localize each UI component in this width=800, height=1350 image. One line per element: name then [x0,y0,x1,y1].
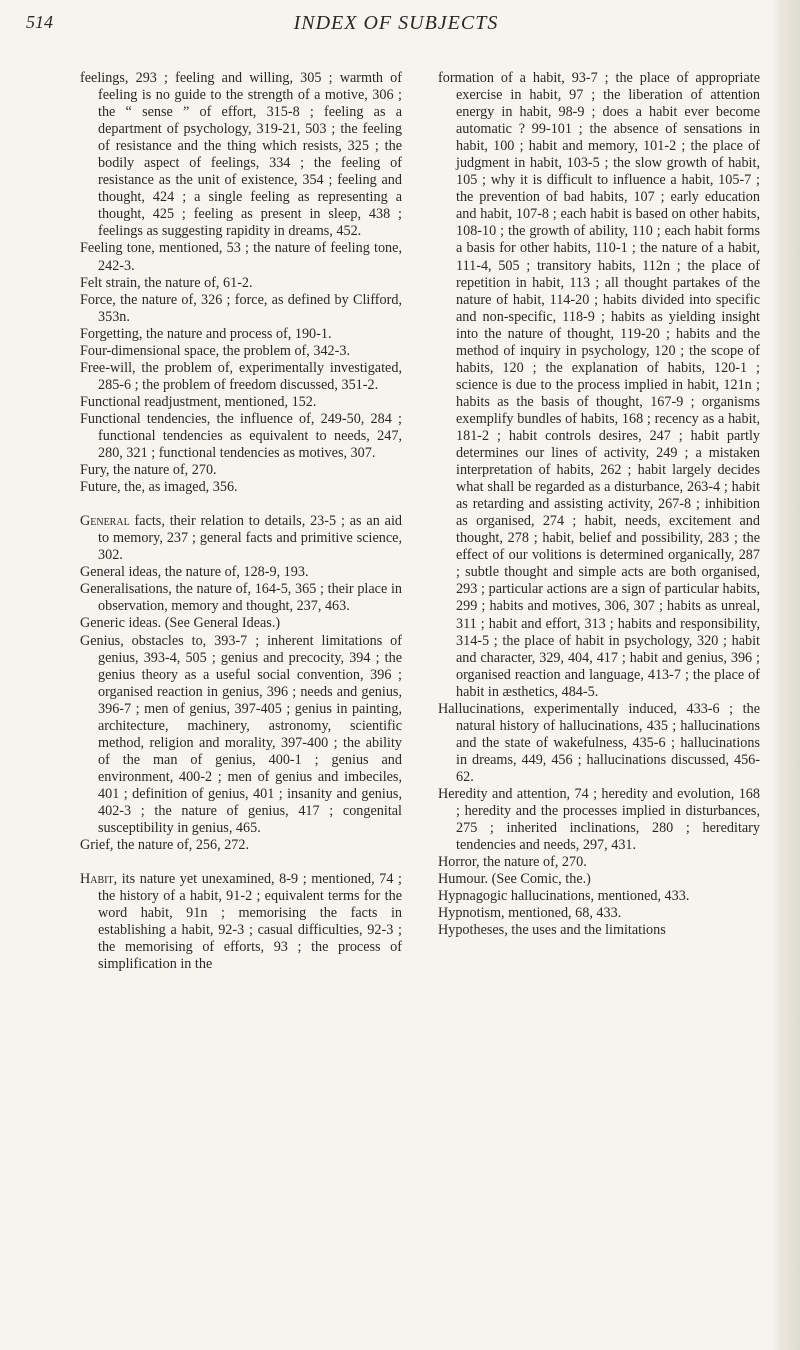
index-entry [438,701,760,786]
entry-text: Generic ideas. (See General Ideas.) [80,615,281,632]
index-entry [80,564,402,581]
right-column [438,70,760,1330]
page-edge-shadow [772,0,800,1350]
index-entry [438,905,760,922]
index-entry [80,326,402,343]
index-entry [438,786,760,854]
index-entry [80,581,402,615]
entry-text: Feeling tone, mentioned, 53 ; the nature of feeling tone, 242-3. [80,240,402,274]
index-entry [80,513,402,564]
index-entry [80,837,402,854]
running-title: INDEX OF SUBJECTS [293,12,499,34]
entry-text: Humour. (See Comic, the.) [438,871,591,888]
index-entry [80,343,402,360]
index-entry [80,871,402,973]
entry-text: Heredity and attention, 74 ; heredity and evolution, 168 ; heredity and the processes implied in disturbances, 275 ; inherited inclinations, 280 ; hereditary tendencies and needs, 297, 431. [438,785,760,854]
index-entry [80,462,402,479]
index-entry [80,411,402,462]
entry-text: Hypnotism, mentioned, 68, 433. [438,905,622,922]
index-entry [80,479,402,496]
index-entry [80,70,402,240]
index-entry [80,240,402,274]
index-entry [438,871,760,888]
entry-text: Hallucinations, experimentally induced, 433-6 ; the natural history of hallucinations, 435 ; hallucinations and the state of wakefulness, 435-6 ; hallucinations in dreams, 449, 456 ; hallucinations discussed, 456-62. [438,700,760,785]
entry-heading: Habit [80,871,114,888]
entry-text: Functional readjustment, mentioned, 152. [80,393,317,410]
index-entry [80,275,402,292]
index-entry [80,360,402,394]
entry-text: Fury, the nature of, 270. [80,462,217,479]
entry-text: Grief, the nature of, 256, 272. [80,837,250,854]
index-entry [438,922,760,939]
entry-text: Horror, the nature of, 270. [438,854,587,871]
entry-text: Genius, obstacles to, 393-7 ; inherent limitations of genius, 393-4, 505 ; genius and precocity, 394 ; the genius theory as a useful social convention, 396 ; organised reaction in genius, 396 ; needs and genius, 396-7 ; men of genius, 397-405 ; genius in painting, architecture, machinery, astronomy, scientific method, religion and morality, 397-400 ; the ability of the man of genius, 400-1 ; genius and environment, 400-2 ; men of genius and imbeciles, 401 ; definition of genius, 401 ; insanity and genius, 402-3 ; the nature of genius, 417 ; congenital susceptibility in genius, 465. [80,632,402,837]
index-entry [438,854,760,871]
entry-text: Generalisations, the nature of, 164-5, 365 ; their place in observation, memory and thought, 237, 463. [80,581,402,615]
index-columns [80,70,760,1330]
entry-text: Functional tendencies, the influence of, 249-50, 284 ; functional tendencies as equivalent to needs, 247, 280, 321 ; functional tendencies as motives, 307. [80,410,402,462]
index-entry [438,888,760,905]
entry-text: Forgetting, the nature and process of, 190-1. [80,325,332,342]
index-entry [80,633,402,838]
entry-heading: General [80,513,130,530]
index-entry [80,292,402,326]
entry-text: Four-dimensional space, the problem of, 342-3. [80,342,351,359]
entry-text: General ideas, the nature of, 128-9, 193. [80,564,309,581]
entry-text: formation of a habit, 93-7 ; the place of appropriate exercise in habit, 97 ; the liberation of attention energy in habit, 98-9 ; does a habit ever become automatic ? 99-101 ; the absence of sensations in habit, 100 ; habit and memory, 101-2 ; the place of judgment in habit, 103-5 ; the slow growth of habit, 105 ; why it is difficult to influence a habit, 105-7 ; the prevention of bad habits, 107 ; early education and habit, 107-8 ; each habit is based on other habits, 108-10 ; the growth of ability, 110 ; each habit forms a basis for other habits, 110-1 ; the nature of a habit, 111-4, 505 ; transitory habits, 112n ; the place of repetition in habit, 113 ; all thought partakes of the nature of habit, 114-20 ; habits divided into specific and non-specific, 118-9 ; habits as yielding insight into the nature of thought, 119-20 ; habits and the method of inquiry in psychology, 120 ; the scope of habits, 120 ; the explanation of habits, 120-1 ; science is due to the process implied in habit, 121n ; habits as the basis of thought, 167-9 ; organisms exemplify bundles of habits, 168 ; recency as a habit, 181-2 ; habit controls desires, 247 ; habit partly determines our lines of activity, 249 ; a mistaken interpretation of habits, 262 ; habit largely decides what shall be regarded as a disturbance, 263-4 ; habit as retarding and assisting activity, 267-8 ; inhibition as organised, 274 ; habit, needs, excitement and thought, 278 ; habit, belief and possibility, 283 ; the effect of our volitions is determined organically, 287 ; subtle thought and simple acts are both organised, 293 ; particular actions are a sign of particular habits, 299 ; habits and motives, 306, 307 ; habits as unreal, 311 ; habit and effort, 313 ; habits and responsibility, 314-5 ; the place of habit in psychology, 320 ; habit and character, 329, 404, 417 ; habit and genius, 396 ; organised reaction and language, 413-7 ; the place of habit in æsthetics, 484-5. [438,70,760,700]
entry-text: Future, the, as imaged, 356. [80,479,238,496]
entry-text: facts, their relation to details, 23-5 ; as an aid to memory, 237 ; general facts and primitive science, 302. [98,513,402,564]
page-number: 514 [26,12,53,32]
entry-text: Hypnagogic hallucinations, mentioned, 433. [438,888,690,905]
entry-text: Force, the nature of, 326 ; force, as defined by Clifford, 353n. [80,291,402,325]
entry-text: Hypotheses, the uses and the limitations [438,922,666,939]
entry-text: feelings, 293 ; feeling and willing, 305 ; warmth of feeling is no guide to the strength of a motive, 306 ; the “ sense ” of effort, 315-8 ; feeling as a department of psychology, 319-21, 503 ; the feeling of resistance and the thing which resists, 325 ; the bodily aspect of feelings, 334 ; the feeling of resistance as the unit of existence, 354 ; feeling and thought, 424 ; a single feeling as representing a thought, 425 ; feeling as present in sleep, 438 ; feelings as suggesting rapidity in dreams, 452. [80,70,402,240]
entry-text: , its nature yet unexamined, 8-9 ; mentioned, 74 ; the history of a habit, 91-2 ; equivalent terms for the word habit, 91n ; memorising the facts in establishing a habit, 92-3 ; casual difficulties, 92-3 ; the memorising of efforts, 93 ; the process of simplification in the [98,871,402,973]
entry-text: Felt strain, the nature of, 61-2. [80,274,253,291]
index-entry [438,70,760,701]
index-entry [80,615,402,632]
page-header [26,12,766,46]
entry-text: Free-will, the problem of, experimentally investigated, 285-6 ; the problem of freedom discussed, 351-2. [80,359,402,393]
index-entry [80,394,402,411]
left-column [80,70,402,1330]
